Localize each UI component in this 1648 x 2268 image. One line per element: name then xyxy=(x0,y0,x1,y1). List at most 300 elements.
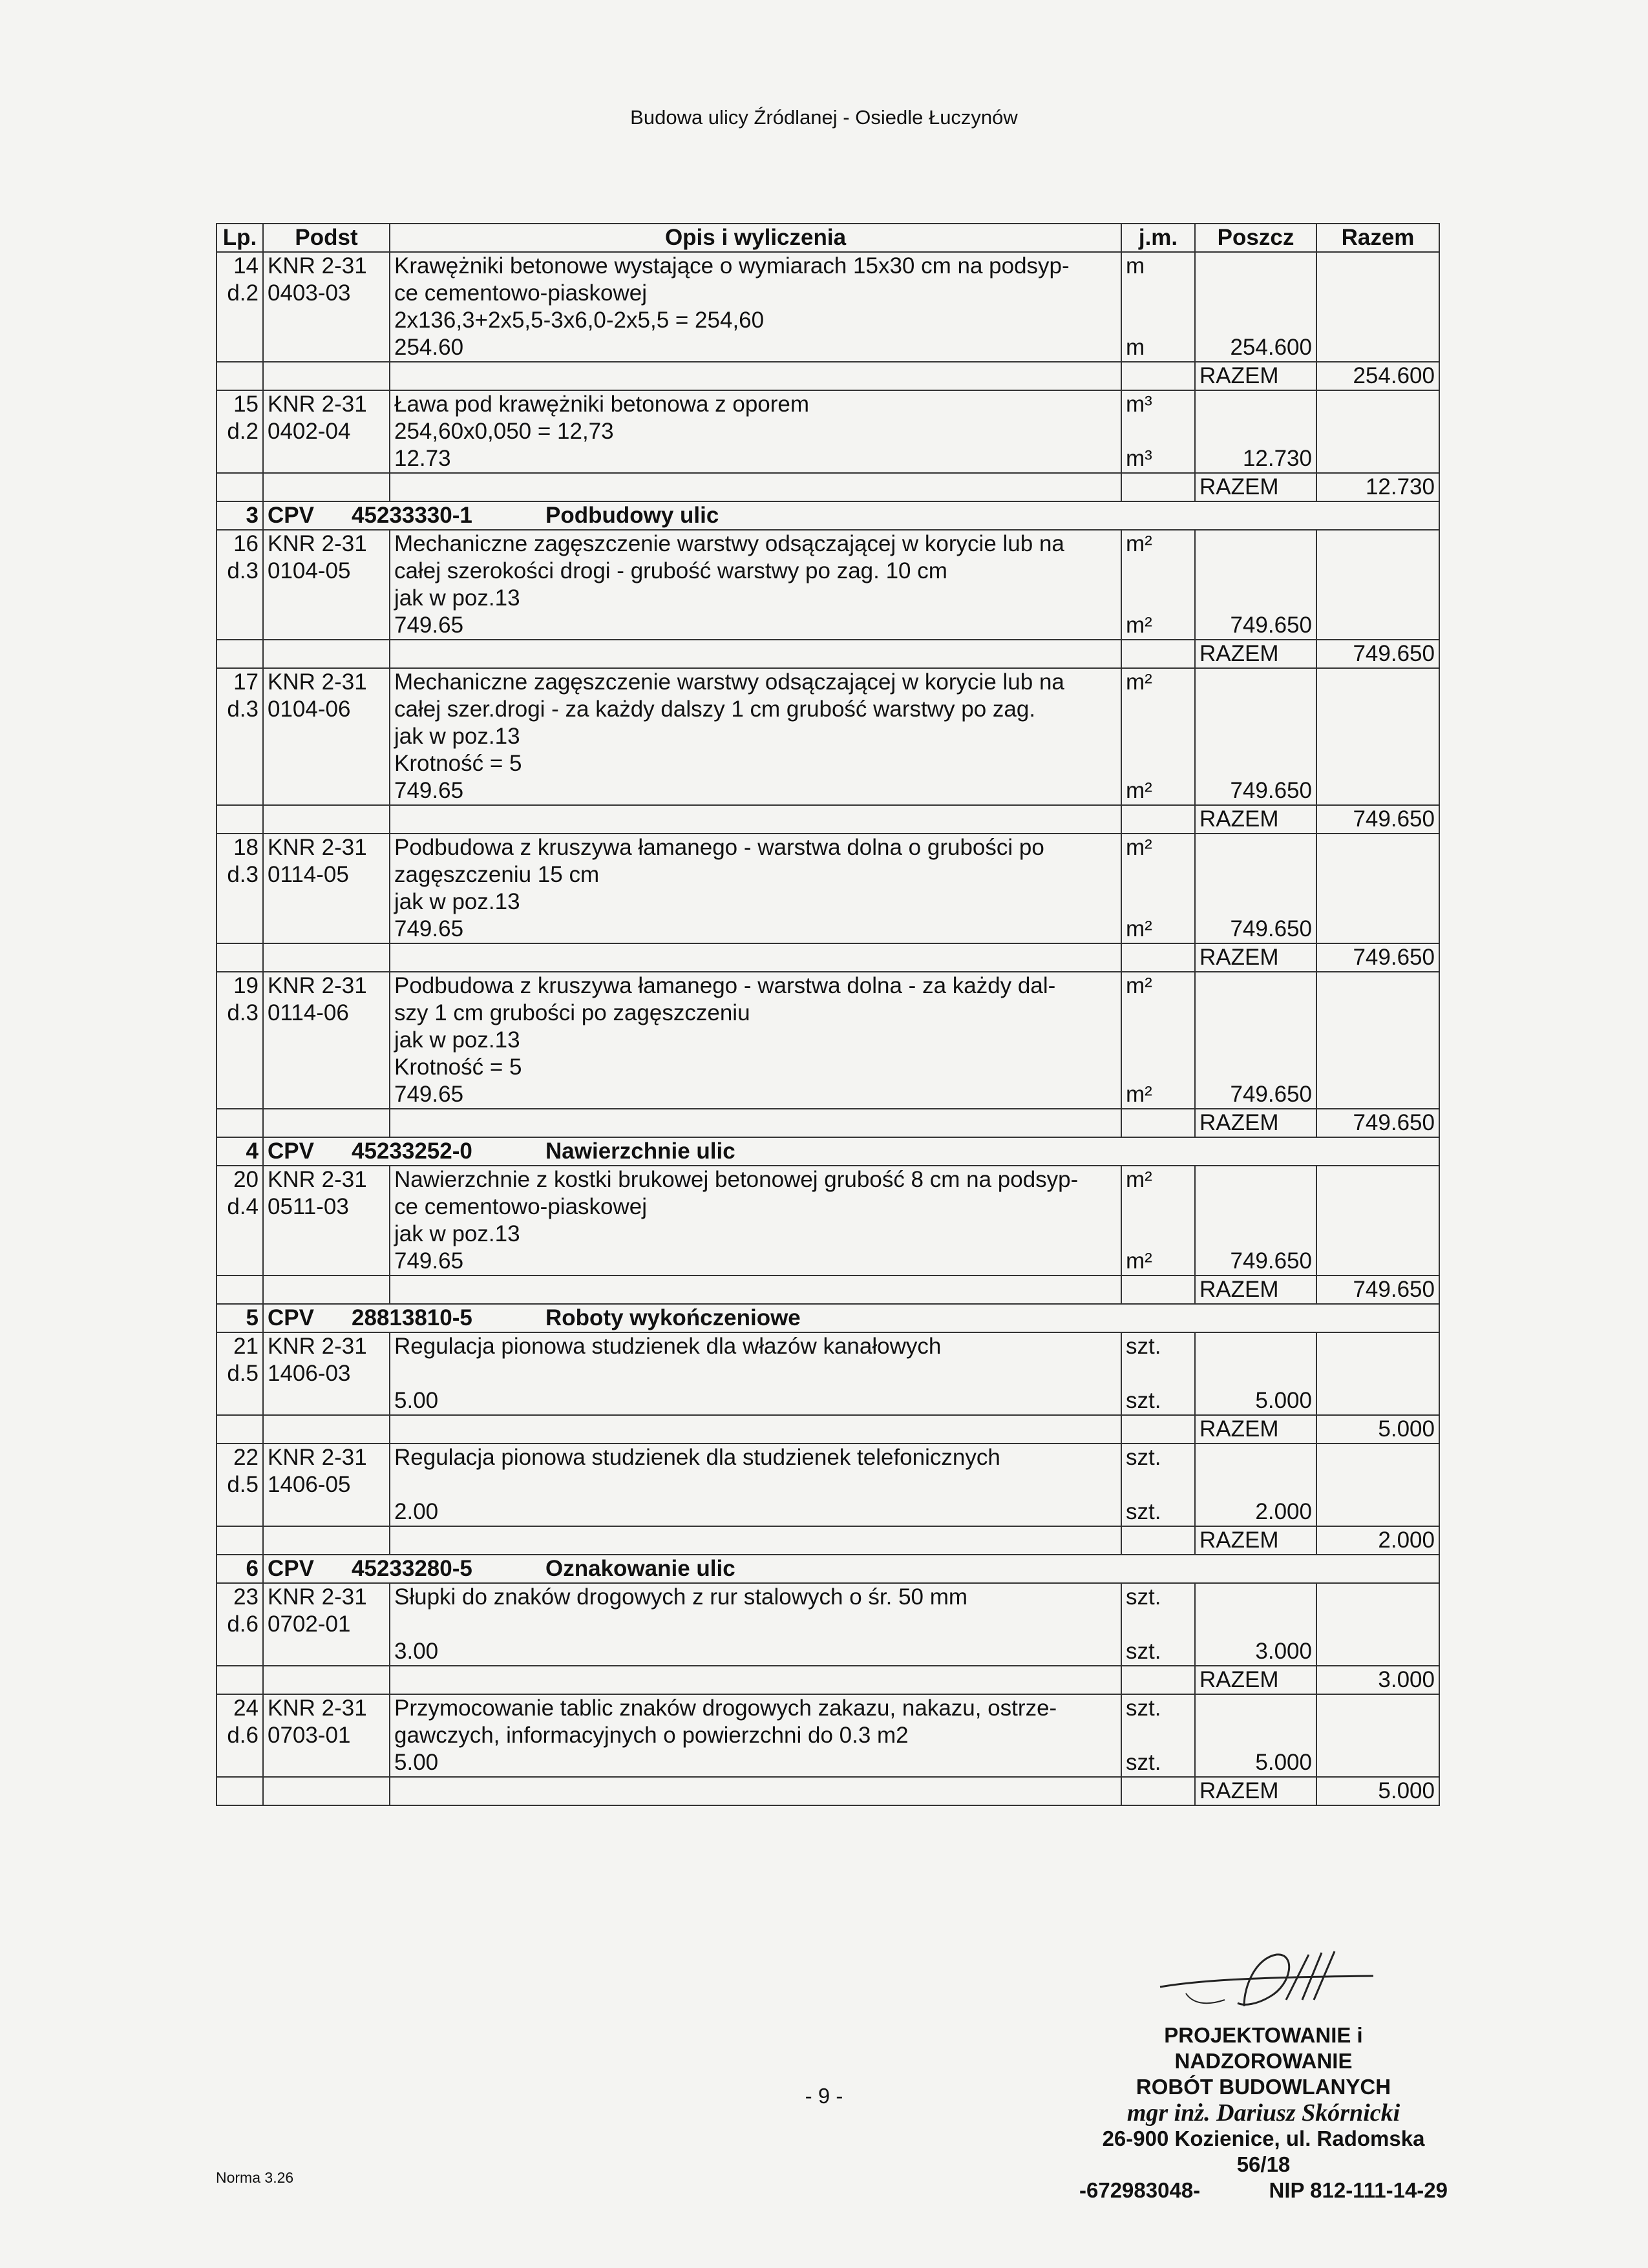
item-unit xyxy=(1121,530,1195,640)
col-header-opis: Opis i wyliczenia xyxy=(390,224,1121,252)
item-number: 22 xyxy=(233,1445,259,1470)
cost-estimate-table xyxy=(216,223,1440,1806)
sum-empty-cell xyxy=(217,1666,263,1694)
stamp-nip: NIP 812-111-14-29 xyxy=(1269,2178,1448,2202)
item-catalog: KNR 2-31 xyxy=(268,1584,367,1610)
item-description xyxy=(390,390,1121,473)
signature-icon xyxy=(1147,1945,1380,2016)
item-podstawa xyxy=(263,1444,390,1526)
description-line: Podbudowa z kruszywa łamanego - warstwa dolna o grubości po xyxy=(394,835,1044,860)
poszcz-value: 12.730 xyxy=(1242,446,1312,471)
unit-spacer xyxy=(1126,1471,1190,1498)
item-chapter: d.3 xyxy=(227,697,259,722)
sum-empty-cell xyxy=(263,805,390,834)
poszcz-spacer xyxy=(1199,696,1312,723)
description-line: Krotność = 5 xyxy=(394,751,522,776)
unit-top: szt. xyxy=(1126,1445,1161,1470)
item-number: 17 xyxy=(233,669,259,695)
unit-spacer xyxy=(1126,585,1190,612)
description-line: szy 1 cm grubości po zagęszczeniu xyxy=(394,1000,750,1025)
section-name: Nawierzchnie ulic xyxy=(545,1139,735,1164)
item-quantity: 749.65 xyxy=(394,1082,464,1107)
unit-spacer xyxy=(1126,1722,1190,1749)
sum-empty-cell xyxy=(1121,805,1195,834)
section-row xyxy=(217,1137,1439,1166)
item-podstawa xyxy=(263,1694,390,1777)
item-chapter: d.3 xyxy=(227,558,259,583)
poszcz-spacer xyxy=(1199,888,1312,916)
unit-spacer xyxy=(1126,1193,1190,1221)
section-cpv: CPV xyxy=(268,1556,314,1581)
item-description xyxy=(390,1166,1121,1276)
item-lp xyxy=(217,668,263,805)
table-row xyxy=(217,1332,1439,1415)
description-line: gawczych, informacyjnych o powierzchni do 0.3 m2 xyxy=(394,1723,909,1748)
sum-empty-cell xyxy=(390,362,1121,390)
item-quantity: 12.73 xyxy=(394,446,451,471)
section-row xyxy=(217,1304,1439,1332)
razem-label: RAZEM xyxy=(1195,1777,1316,1805)
description-line: 254,60x0,050 = 12,73 xyxy=(394,419,614,444)
item-chapter: d.6 xyxy=(227,1723,259,1748)
item-quantity: 749.65 xyxy=(394,1248,464,1274)
sum-empty-cell xyxy=(217,473,263,501)
item-razem-col xyxy=(1316,1694,1439,1777)
stamp-ids xyxy=(1073,2178,1454,2203)
item-lp xyxy=(217,1444,263,1526)
item-chapter: d.3 xyxy=(227,862,259,887)
description-line: całej szer.drogi - za każdy dalszy 1 cm grubość warstwy po zag. xyxy=(394,697,1036,722)
item-catalog-code: 0104-05 xyxy=(268,558,351,583)
unit-top: szt. xyxy=(1126,1334,1161,1359)
razem-label: RAZEM xyxy=(1195,943,1316,972)
section-title xyxy=(263,1555,1439,1583)
sum-empty-cell xyxy=(217,362,263,390)
poszcz-spacer xyxy=(1199,391,1312,418)
description-line: zagęszczeniu 15 cm xyxy=(394,862,600,887)
unit-spacer xyxy=(1126,418,1190,445)
unit-top: m² xyxy=(1126,973,1152,998)
description-line: jak w poz.13 xyxy=(394,724,520,749)
item-description xyxy=(390,668,1121,805)
item-lp xyxy=(217,1332,263,1415)
item-unit xyxy=(1121,668,1195,805)
sum-row xyxy=(217,1777,1439,1805)
item-quantity: 749.65 xyxy=(394,613,464,638)
unit-spacer xyxy=(1126,1000,1190,1027)
razem-value: 749.650 xyxy=(1316,1109,1439,1137)
item-poszcz xyxy=(1195,390,1316,473)
item-description xyxy=(390,1694,1121,1777)
item-lp xyxy=(217,1694,263,1777)
section-cpv: CPV xyxy=(268,1139,314,1164)
poszcz-spacer xyxy=(1199,418,1312,445)
unit-top: m² xyxy=(1126,669,1152,695)
section-code: 45233252-0 xyxy=(352,1139,472,1164)
unit-top: m xyxy=(1126,253,1145,278)
item-poszcz xyxy=(1195,1332,1316,1415)
item-unit xyxy=(1121,1444,1195,1526)
sum-empty-cell xyxy=(217,1276,263,1304)
description-line: ce cementowo-piaskowej xyxy=(394,280,648,306)
poszcz-spacer xyxy=(1199,723,1312,750)
item-podstawa xyxy=(263,834,390,943)
section-code: 45233280-5 xyxy=(352,1556,472,1581)
razem-value: 5.000 xyxy=(1316,1777,1439,1805)
poszcz-spacer xyxy=(1199,1166,1312,1193)
table-row xyxy=(217,1583,1439,1666)
item-lp xyxy=(217,1166,263,1276)
item-razem-col xyxy=(1316,1332,1439,1415)
sum-row xyxy=(217,1526,1439,1555)
sum-row xyxy=(217,1666,1439,1694)
description-line: 2x136,3+2x5,5-3x6,0-2x5,5 = 254,60 xyxy=(394,308,765,333)
razem-label: RAZEM xyxy=(1195,1415,1316,1444)
item-number: 16 xyxy=(233,531,259,556)
poszcz-spacer xyxy=(1199,972,1312,1000)
razem-value: 2.000 xyxy=(1316,1526,1439,1555)
unit-spacer xyxy=(1126,750,1190,777)
item-razem-col xyxy=(1316,252,1439,362)
item-description xyxy=(390,252,1121,362)
item-catalog: KNR 2-31 xyxy=(268,1334,367,1359)
razem-value: 5.000 xyxy=(1316,1415,1439,1444)
item-catalog: KNR 2-31 xyxy=(268,1167,367,1192)
sum-empty-cell xyxy=(390,1276,1121,1304)
stamp-address: 26-900 Kozienice, ul. Radomska 56/18 xyxy=(1102,2126,1425,2176)
item-description xyxy=(390,972,1121,1109)
item-lp xyxy=(217,252,263,362)
razem-label: RAZEM xyxy=(1195,805,1316,834)
sum-empty-cell xyxy=(1121,640,1195,668)
poszcz-spacer xyxy=(1199,1333,1312,1360)
unit-bottom: m² xyxy=(1126,778,1152,803)
col-header-podst: Podst xyxy=(263,224,390,252)
poszcz-value: 749.650 xyxy=(1230,916,1312,941)
razem-value: 3.000 xyxy=(1316,1666,1439,1694)
item-catalog-code: 1406-05 xyxy=(268,1472,351,1497)
item-poszcz xyxy=(1195,1694,1316,1777)
razem-label: RAZEM xyxy=(1195,640,1316,668)
razem-label: RAZEM xyxy=(1195,1666,1316,1694)
unit-bottom: m² xyxy=(1126,613,1152,638)
stamp-line-2: ROBÓT BUDOWLANYCH xyxy=(1136,2075,1391,2099)
section-row xyxy=(217,501,1439,530)
sum-empty-cell xyxy=(390,1777,1121,1805)
section-title xyxy=(263,1304,1439,1332)
item-number: 18 xyxy=(233,835,259,860)
item-quantity: 3.00 xyxy=(394,1639,439,1664)
razem-label: RAZEM xyxy=(1195,1526,1316,1555)
poszcz-spacer xyxy=(1199,307,1312,334)
item-catalog: KNR 2-31 xyxy=(268,669,367,695)
description-line: jak w poz.13 xyxy=(394,585,520,611)
item-chapter: d.5 xyxy=(227,1361,259,1386)
item-lp xyxy=(217,390,263,473)
section-title xyxy=(263,1137,1439,1166)
unit-spacer xyxy=(1126,723,1190,750)
description-line: Mechaniczne zagęszczenie warstwy odsączającej w korycie lub na xyxy=(394,669,1064,695)
sum-row xyxy=(217,473,1439,501)
table-header-row xyxy=(217,224,1439,252)
item-unit xyxy=(1121,252,1195,362)
poszcz-spacer xyxy=(1199,861,1312,888)
sum-row xyxy=(217,1109,1439,1137)
razem-value: 749.650 xyxy=(1316,1276,1439,1304)
table-row xyxy=(217,252,1439,362)
sum-empty-cell xyxy=(217,1777,263,1805)
sum-empty-cell xyxy=(263,1415,390,1444)
sum-empty-cell xyxy=(217,1109,263,1137)
section-name: Oznakowanie ulic xyxy=(545,1556,735,1581)
sum-empty-cell xyxy=(1121,1526,1195,1555)
unit-bottom: m³ xyxy=(1126,446,1152,471)
item-poszcz xyxy=(1195,668,1316,805)
item-lp xyxy=(217,972,263,1109)
item-catalog-code: 0114-06 xyxy=(268,1000,349,1025)
description-line: Mechaniczne zagęszczenie warstwy odsączającej w korycie lub na xyxy=(394,531,1064,556)
table-row xyxy=(217,1444,1439,1526)
sum-empty-cell xyxy=(1121,1777,1195,1805)
unit-spacer xyxy=(1126,1221,1190,1248)
sum-empty-cell xyxy=(390,1526,1121,1555)
poszcz-spacer xyxy=(1199,1695,1312,1722)
description-line: jak w poz.13 xyxy=(394,889,520,914)
poszcz-spacer xyxy=(1199,1360,1312,1387)
description-line xyxy=(394,1471,1117,1498)
sum-empty-cell xyxy=(390,1415,1121,1444)
table-body xyxy=(217,252,1439,1805)
document-header: Budowa ulicy Źródlanej - Osiedle Łuczynów xyxy=(630,106,1018,129)
item-razem-col xyxy=(1316,668,1439,805)
unit-spacer xyxy=(1126,307,1190,334)
description-line: Regulacja pionowa studzienek dla włazów kanałowych xyxy=(394,1334,942,1359)
item-catalog-code: 0702-01 xyxy=(268,1612,351,1637)
item-catalog-code: 0511-03 xyxy=(268,1194,349,1219)
col-header-razem: Razem xyxy=(1316,224,1439,252)
section-row xyxy=(217,1555,1439,1583)
item-quantity: 2.00 xyxy=(394,1499,439,1524)
section-title xyxy=(263,501,1439,530)
razem-value: 749.650 xyxy=(1316,805,1439,834)
poszcz-spacer xyxy=(1199,585,1312,612)
sum-empty-cell xyxy=(217,1526,263,1555)
sum-empty-cell xyxy=(263,1777,390,1805)
item-podstawa xyxy=(263,1166,390,1276)
item-poszcz xyxy=(1195,252,1316,362)
item-catalog: KNR 2-31 xyxy=(268,392,367,417)
unit-spacer xyxy=(1126,888,1190,916)
col-header-poszcz: Poszcz xyxy=(1195,224,1316,252)
poszcz-spacer xyxy=(1199,750,1312,777)
description-line xyxy=(394,1611,1117,1638)
item-lp xyxy=(217,1583,263,1666)
section-number: 4 xyxy=(217,1137,263,1166)
description-line: Słupki do znaków drogowych z rur stalowych o śr. 50 mm xyxy=(394,1584,968,1610)
stamp-line-1: PROJEKTOWANIE i NADZOROWANIE xyxy=(1164,2023,1363,2073)
sum-empty-cell xyxy=(1121,1109,1195,1137)
poszcz-spacer xyxy=(1199,1611,1312,1638)
description-line: Przymocowanie tablic znaków drogowych zakazu, nakazu, ostrze- xyxy=(394,1696,1057,1721)
page-number: - 9 - xyxy=(805,2084,843,2108)
item-catalog-code: 0104-06 xyxy=(268,697,351,722)
sum-empty-cell xyxy=(217,943,263,972)
sum-empty-cell xyxy=(390,640,1121,668)
unit-bottom: szt. xyxy=(1126,1499,1161,1524)
item-chapter: d.4 xyxy=(227,1194,259,1219)
section-code: 45233330-1 xyxy=(352,503,472,528)
description-line: ce cementowo-piaskowej xyxy=(394,1194,648,1219)
item-catalog-code: 0703-01 xyxy=(268,1723,351,1748)
table-row xyxy=(217,668,1439,805)
unit-spacer xyxy=(1126,1054,1190,1081)
poszcz-spacer xyxy=(1199,1722,1312,1749)
table-row xyxy=(217,972,1439,1109)
item-poszcz xyxy=(1195,834,1316,943)
sum-empty-cell xyxy=(390,1109,1121,1137)
sum-empty-cell xyxy=(1121,943,1195,972)
unit-bottom: szt. xyxy=(1126,1639,1161,1664)
item-catalog-code: 0114-05 xyxy=(268,862,349,887)
unit-bottom: szt. xyxy=(1126,1388,1161,1413)
item-number: 20 xyxy=(233,1167,259,1192)
unit-bottom: m xyxy=(1126,335,1145,360)
item-poszcz xyxy=(1195,1166,1316,1276)
poszcz-spacer xyxy=(1199,1444,1312,1471)
item-description xyxy=(390,1444,1121,1526)
poszcz-spacer xyxy=(1199,1221,1312,1248)
sum-empty-cell xyxy=(263,1526,390,1555)
item-chapter: d.2 xyxy=(227,280,259,306)
item-podstawa xyxy=(263,1583,390,1666)
table-row xyxy=(217,1694,1439,1777)
unit-top: m² xyxy=(1126,1167,1152,1192)
poszcz-value: 5.000 xyxy=(1255,1750,1312,1775)
item-quantity: 5.00 xyxy=(394,1750,439,1775)
item-unit xyxy=(1121,1583,1195,1666)
item-quantity: 5.00 xyxy=(394,1388,439,1413)
item-razem-col xyxy=(1316,972,1439,1109)
section-number: 6 xyxy=(217,1555,263,1583)
item-razem-col xyxy=(1316,834,1439,943)
item-poszcz xyxy=(1195,530,1316,640)
item-catalog-code: 1406-03 xyxy=(268,1361,351,1386)
description-line: Nawierzchnie z kostki brukowej betonowej grubość 8 cm na podsyp- xyxy=(394,1167,1079,1192)
item-chapter: d.6 xyxy=(227,1612,259,1637)
item-number: 23 xyxy=(233,1584,259,1610)
poszcz-value: 749.650 xyxy=(1230,778,1312,803)
item-podstawa xyxy=(263,252,390,362)
col-header-lp: Lp. xyxy=(217,224,263,252)
sum-row xyxy=(217,1276,1439,1304)
item-number: 24 xyxy=(233,1696,259,1721)
unit-spacer xyxy=(1126,280,1190,307)
item-podstawa xyxy=(263,1332,390,1415)
unit-spacer xyxy=(1126,1360,1190,1387)
sum-empty-cell xyxy=(263,1109,390,1137)
item-podstawa xyxy=(263,390,390,473)
item-quantity: 749.65 xyxy=(394,778,464,803)
razem-label: RAZEM xyxy=(1195,362,1316,390)
unit-top: szt. xyxy=(1126,1584,1161,1610)
sum-empty-cell xyxy=(263,473,390,501)
sum-row xyxy=(217,943,1439,972)
table-row xyxy=(217,530,1439,640)
item-number: 15 xyxy=(233,392,259,417)
item-razem-col xyxy=(1316,390,1439,473)
razem-value: 749.650 xyxy=(1316,943,1439,972)
footer-norma: Norma 3.26 xyxy=(216,2169,294,2186)
unit-bottom: m² xyxy=(1126,916,1152,941)
sum-empty-cell xyxy=(1121,362,1195,390)
item-description xyxy=(390,834,1121,943)
sum-empty-cell xyxy=(390,943,1121,972)
item-quantity: 749.65 xyxy=(394,916,464,941)
unit-spacer xyxy=(1126,1611,1190,1638)
unit-bottom: m² xyxy=(1126,1248,1152,1274)
sum-empty-cell xyxy=(390,805,1121,834)
item-podstawa xyxy=(263,972,390,1109)
item-chapter: d.5 xyxy=(227,1472,259,1497)
poszcz-spacer xyxy=(1199,558,1312,585)
poszcz-value: 749.650 xyxy=(1230,1248,1312,1274)
description-line: jak w poz.13 xyxy=(394,1221,520,1246)
section-code: 28813810-5 xyxy=(352,1305,472,1330)
description-line: jak w poz.13 xyxy=(394,1027,520,1053)
description-line xyxy=(394,1360,1117,1387)
item-catalog: KNR 2-31 xyxy=(268,973,367,998)
razem-value: 749.650 xyxy=(1316,640,1439,668)
item-number: 21 xyxy=(233,1334,259,1359)
sum-empty-cell xyxy=(263,362,390,390)
item-unit xyxy=(1121,390,1195,473)
section-cpv: CPV xyxy=(268,1305,314,1330)
item-number: 19 xyxy=(233,973,259,998)
item-unit xyxy=(1121,1332,1195,1415)
poszcz-value: 749.650 xyxy=(1230,1082,1312,1107)
razem-label: RAZEM xyxy=(1195,1276,1316,1304)
poszcz-spacer xyxy=(1199,1054,1312,1081)
unit-spacer xyxy=(1126,1027,1190,1054)
poszcz-spacer xyxy=(1199,669,1312,696)
poszcz-spacer xyxy=(1199,280,1312,307)
sum-row xyxy=(217,805,1439,834)
stamp-name: mgr inż. Dariusz Skórnicki xyxy=(1126,2099,1400,2126)
item-description xyxy=(390,1583,1121,1666)
item-catalog: KNR 2-31 xyxy=(268,835,367,860)
item-unit xyxy=(1121,972,1195,1109)
item-podstawa xyxy=(263,668,390,805)
sum-empty-cell xyxy=(217,1415,263,1444)
item-description xyxy=(390,1332,1121,1415)
unit-top: m³ xyxy=(1126,392,1152,417)
poszcz-spacer xyxy=(1199,253,1312,280)
company-stamp xyxy=(1073,1945,1454,2203)
item-razem-col xyxy=(1316,1444,1439,1526)
description-line: całej szerokości drogi - grubość warstwy po zag. 10 cm xyxy=(394,558,947,583)
sum-empty-cell xyxy=(1121,1415,1195,1444)
description-line: Ława pod krawężniki betonowa z oporem xyxy=(394,392,810,417)
description-line: Krotność = 5 xyxy=(394,1055,522,1080)
sum-empty-cell xyxy=(1121,1666,1195,1694)
description-line: Podbudowa z kruszywa łamanego - warstwa dolna - za każdy dal- xyxy=(394,973,1056,998)
section-number: 5 xyxy=(217,1304,263,1332)
sum-empty-cell xyxy=(1121,1276,1195,1304)
item-catalog-code: 0402-04 xyxy=(268,419,351,444)
item-catalog: KNR 2-31 xyxy=(268,1445,367,1470)
item-lp xyxy=(217,530,263,640)
table-row xyxy=(217,834,1439,943)
